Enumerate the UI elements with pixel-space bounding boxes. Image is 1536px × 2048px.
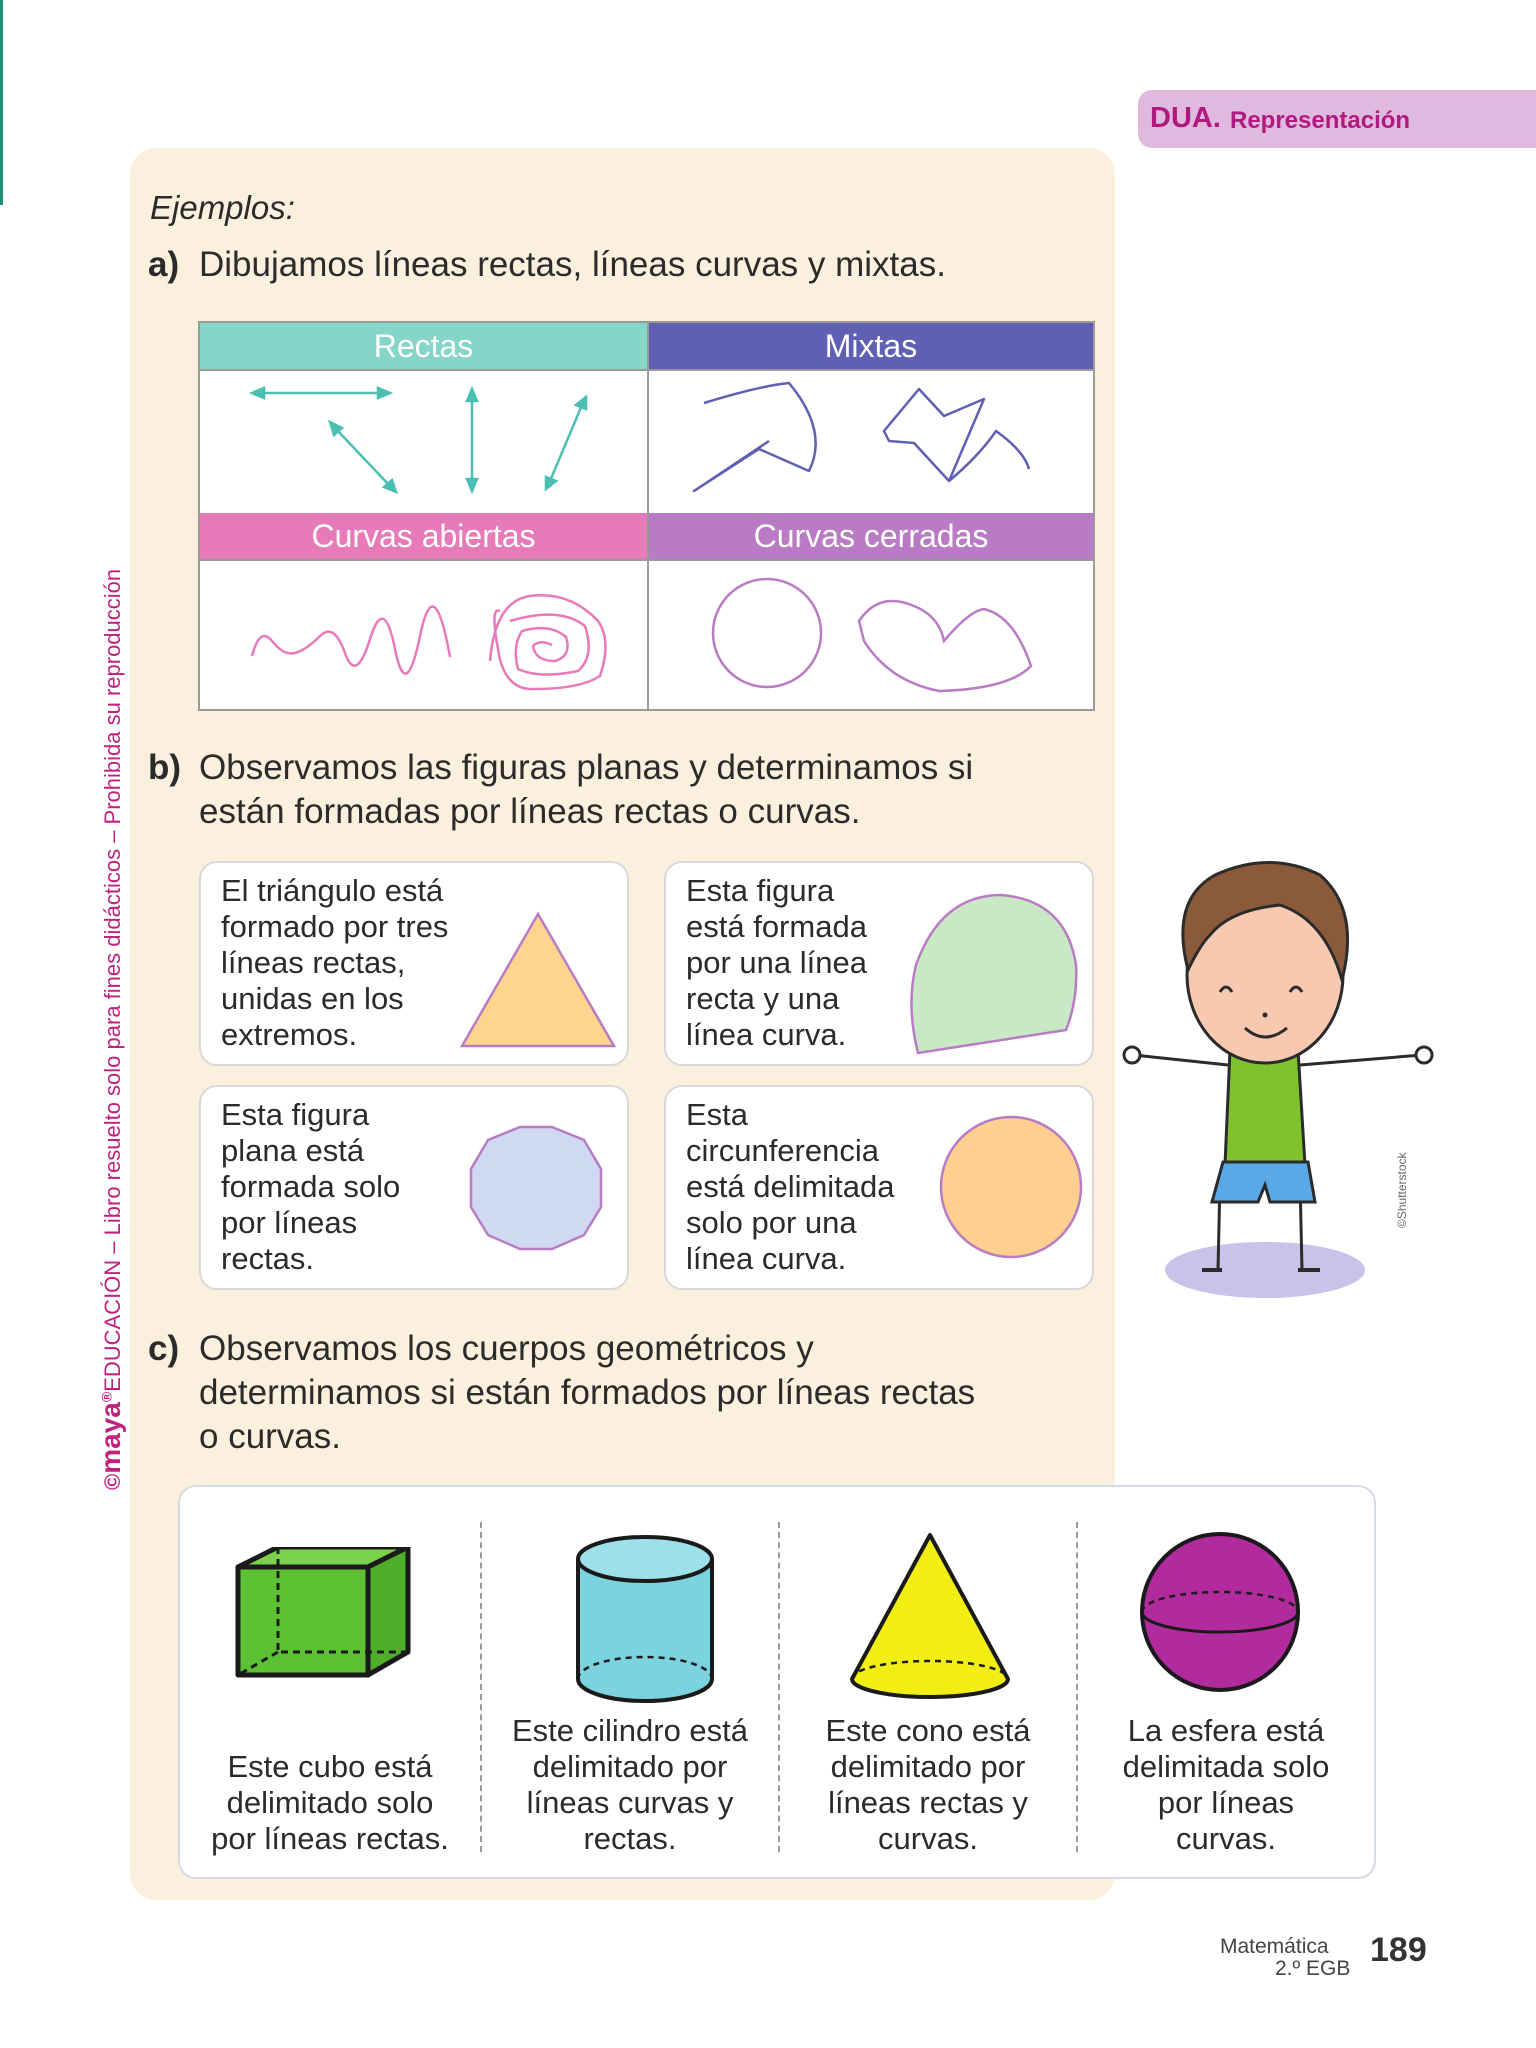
footer-grade: 2.º EGB — [1275, 1957, 1351, 1980]
card-text: Esta circunferencia está delimitada solo por una línea curva. — [686, 1097, 895, 1276]
cylinder-description: Este cilindro está delimitado por líneas curvas y rectas. — [511, 1713, 749, 1856]
open-curves-drawing — [200, 561, 647, 709]
figure-card-circle — [664, 1085, 1094, 1290]
cone-shape — [840, 1529, 1020, 1709]
figure-card-polygon — [199, 1085, 629, 1290]
image-credit: ©Shutterstock — [1395, 1152, 1409, 1228]
lines-table — [198, 321, 1095, 711]
figure-card-triangle — [199, 861, 629, 1066]
header-mixtas: Mixtas — [649, 323, 1093, 369]
section-c-line: Observamos los cuerpos geométricos y — [199, 1329, 814, 1368]
column-divider — [1076, 1522, 1078, 1852]
section-b-line: Observamos las figuras planas y determinamos si — [199, 748, 974, 787]
figure-card-semicircle — [664, 861, 1094, 1066]
cone-description: Este cono está delimitado por líneas rectas y curvas. — [825, 1713, 1031, 1856]
left-accent-bar — [0, 0, 3, 205]
section-a-text: Dibujamos líneas rectas, líneas curvas y mixtas. — [199, 245, 946, 284]
section-b-line: están formadas por líneas rectas o curvas. — [199, 792, 861, 831]
cylinder-shape — [570, 1529, 720, 1709]
solids-box — [178, 1485, 1376, 1879]
triangle-shape — [456, 908, 621, 1056]
section-b-label: b) — [148, 748, 182, 787]
card-text: Esta figura plana está formada solo por líneas rectas. — [221, 1097, 401, 1276]
section-c-line: determinamos si están formados por líneas rectas — [199, 1373, 976, 1412]
section-a-label: a) — [148, 245, 180, 284]
boy-illustration — [1120, 850, 1440, 1300]
header-rectas: Rectas — [200, 323, 647, 369]
sphere-shape — [1135, 1527, 1305, 1697]
dua-subtitle: Representación — [1230, 107, 1411, 134]
footer-subject: Matemática — [1220, 1935, 1329, 1958]
cube-shape — [230, 1547, 420, 1717]
column-divider — [480, 1522, 482, 1852]
cube-description: Este cubo está delimitado solo por líneas rectas. — [211, 1749, 449, 1856]
card-text: Esta figura está formada por una línea recta y una línea curva. — [686, 873, 867, 1052]
semicircle-shape — [906, 885, 1086, 1063]
dua-label: DUA. — [1150, 102, 1221, 134]
page-number: 189 — [1370, 1931, 1427, 1969]
decagon-shape — [461, 1117, 611, 1267]
header-curvas-cerradas: Curvas cerradas — [649, 513, 1093, 559]
section-c-line: o curvas. — [199, 1417, 341, 1456]
header-curvas-abiertas: Curvas abiertas — [200, 513, 647, 559]
column-divider — [778, 1522, 780, 1852]
section-c-label: c) — [148, 1329, 180, 1368]
card-text: El triángulo está formado por tres líneas rectas, unidas en los extremos. — [221, 873, 449, 1052]
mixed-lines-drawing — [649, 371, 1093, 511]
straight-lines-drawing — [200, 371, 647, 511]
closed-curves-drawing — [649, 561, 1093, 709]
sphere-description: La esfera está delimitada solo por líneas curvas. — [1122, 1713, 1330, 1856]
dua-badge — [1138, 90, 1536, 148]
copyright-sidebar: ©maya®EDUCACIÓN – Libro resuelto solo para fines didácticos – Prohibida su reproducción — [95, 568, 126, 1490]
examples-title: Ejemplos: — [150, 189, 295, 226]
circle-shape — [936, 1112, 1086, 1262]
